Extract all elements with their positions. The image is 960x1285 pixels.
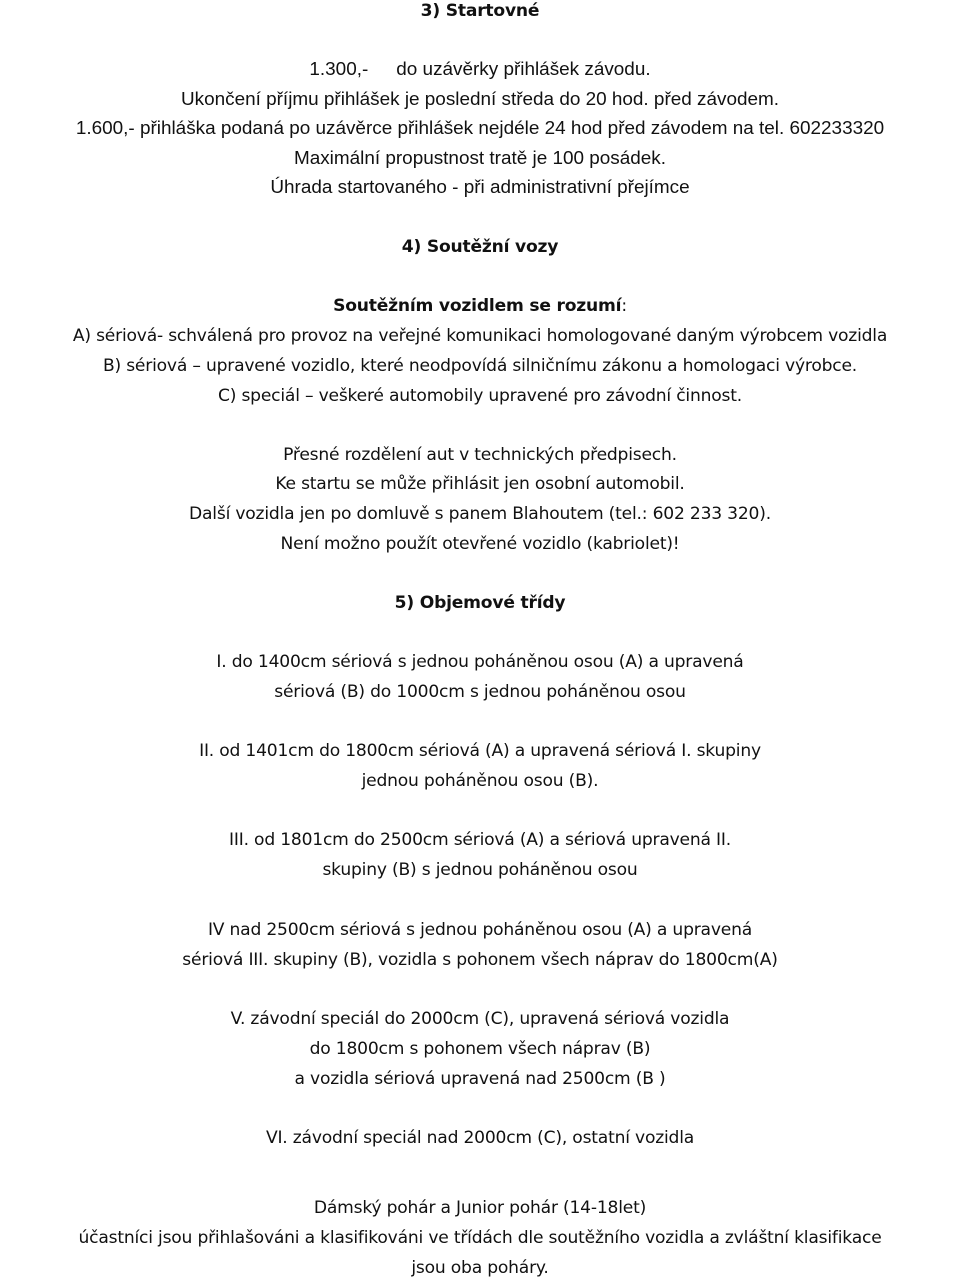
vehicle-category-c: C) speciál – veškeré automobily upravené pro závodní činnost. xyxy=(217,386,742,406)
capacity-line: Maximální propustnost tratě je 100 posádek. xyxy=(293,148,667,169)
class-3-line-1: III. od 1801cm do 2500cm sériová (A) a sériová upravená II. xyxy=(229,830,731,850)
vehicle-definition-heading xyxy=(0,292,960,320)
section5-heading: 5) Objemové třídy xyxy=(394,593,566,613)
fee-late-line: 1.600,- přihláška podaná po uzávěrce přihlášek nejdéle 24 hod před závodem na tel. 602233320 xyxy=(75,118,885,139)
class-5-line-3: a vozidla sériová upravená nad 2500cm (B ) xyxy=(294,1069,666,1089)
class-1-line-1: I. do 1400cm sériová s jednou poháněnou osou (A) a upravená xyxy=(216,652,744,672)
class-4-line-2: sériová III. skupiny (B), vozidla s pohonem všech náprav do 1800cm(A) xyxy=(182,950,778,970)
class-6-line-1: VI. závodní speciál nad 2000cm (C), ostatní vozidla xyxy=(265,1128,695,1148)
vehicle-definition-colon: : xyxy=(621,296,627,316)
class-2-line-2: jednou poháněnou osou (B). xyxy=(361,771,599,791)
passenger-car-note: Ke startu se může přihlásit jen osobní automobil. xyxy=(275,474,685,494)
fee-early-amount: 1.300,- xyxy=(309,59,369,80)
section4-heading: 4) Soutěžní vozy xyxy=(401,237,559,257)
fee-early-text: do uzávěrky přihlášek závodu. xyxy=(396,59,651,80)
deadline-line: Ukončení příjmu přihlášek je poslední středa do 20 hod. před závodem. xyxy=(181,89,779,110)
vehicle-category-b: B) sériová – upravené vozidlo, které neodpovídá silničnímu zákonu a homologaci výrobce. xyxy=(102,356,858,376)
class-1-line-2: sériová (B) do 1000cm s jednou poháněnou osou xyxy=(274,682,686,702)
vehicle-category-a: A) sériová- schválená pro provoz na veřejné komunikaci homologované daným výrobcem vozidla xyxy=(72,326,888,346)
other-vehicles-note: Další vozidla jen po domluvě s panem Blahoutem (tel.: 602 233 320). xyxy=(189,504,771,524)
class-2-line-1: II. od 1401cm do 1800cm sériová (A) a upravená sériová I. skupiny xyxy=(199,741,761,761)
technical-rules-note: Přesné rozdělení aut v technických předpisech. xyxy=(283,445,677,465)
convertible-note: Není možno použít otevřené vozidlo (kabriolet)! xyxy=(280,534,680,554)
class-4-line-1: IV nad 2500cm sériová s jednou poháněnou osou (A) a upravená xyxy=(207,920,753,940)
fee-early-line xyxy=(0,56,960,84)
cups-text-line-1: účastníci jsou přihlašováni a klasifikováni ve třídách dle soutěžního vozidla a zvláštní klasifikace xyxy=(78,1228,882,1248)
cups-title: Dámský pohár a Junior pohár (14-18let) xyxy=(313,1198,647,1218)
vehicle-definition-label: Soutěžním vozidlem se rozumí xyxy=(333,296,622,316)
payment-line: Úhrada startovaného - při administrativní přejímce xyxy=(270,177,690,198)
class-5-line-2: do 1800cm s pohonem všech náprav (B) xyxy=(309,1039,651,1059)
class-5-line-1: V. závodní speciál do 2000cm (C), upravená sériová vozidla xyxy=(230,1009,730,1029)
section3-heading: 3) Startovné xyxy=(420,1,540,21)
cups-text-line-2: jsou oba poháry. xyxy=(411,1258,549,1278)
class-3-line-2: skupiny (B) s jednou poháněnou osou xyxy=(322,860,638,880)
